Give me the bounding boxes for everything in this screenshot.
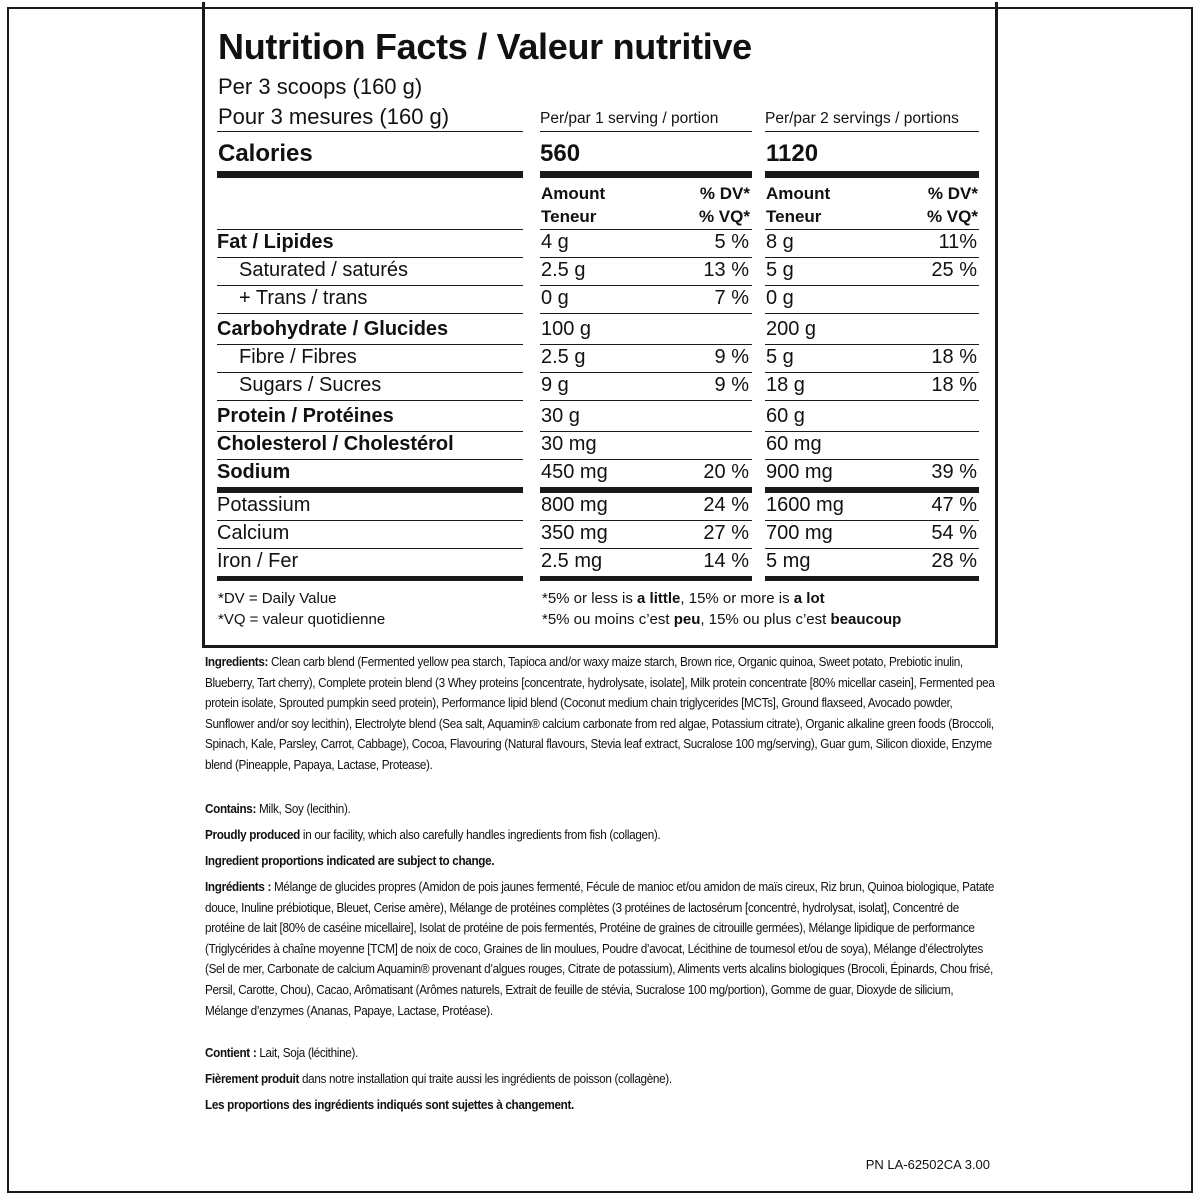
dv-1-serving: 20 % bbox=[703, 461, 749, 483]
dv-1-serving: 7 % bbox=[714, 287, 749, 309]
amount-1-serving: 450 mg bbox=[541, 461, 608, 483]
nutrient-label: Sugars / Sucres bbox=[239, 374, 382, 396]
rule bbox=[217, 520, 523, 521]
thick-rule bbox=[765, 487, 979, 493]
rule bbox=[217, 313, 523, 314]
dv-1-serving: 9 % bbox=[714, 346, 749, 368]
dv-2-servings: 25 % bbox=[931, 259, 977, 281]
calories-2-servings: 1120 bbox=[766, 140, 819, 167]
amount-1-serving: 800 mg bbox=[541, 494, 608, 516]
nutrient-label: Saturated / saturés bbox=[239, 259, 408, 281]
rule bbox=[540, 548, 752, 549]
amount-1-serving: 4 g bbox=[541, 231, 569, 253]
dv-2-servings: 18 % bbox=[931, 374, 977, 396]
rule bbox=[765, 400, 979, 401]
nutrient-label: + Trans / trans bbox=[239, 287, 368, 309]
serving-size-fr: Pour 3 mesures (160 g) bbox=[218, 104, 450, 129]
nutrient-label: Carbohydrate / Glucides bbox=[217, 318, 449, 340]
rule bbox=[540, 372, 752, 373]
rule bbox=[540, 520, 752, 521]
produced-fr: Fièrement produit dans notre installation qui traite aussi les ingrédients de poisson (collagène). bbox=[205, 1072, 672, 1086]
amount-1-serving: 0 g bbox=[541, 287, 569, 309]
dv-2-servings: 39 % bbox=[931, 461, 977, 483]
amount-2-servings: 18 g bbox=[766, 374, 805, 396]
produced-en: Proudly produced in our facility, which also carefully handles ingredients from fish (collagen). bbox=[205, 828, 661, 842]
amount-1-serving: 9 g bbox=[541, 374, 569, 396]
thick-rule bbox=[217, 487, 523, 493]
amount-2-servings: 5 g bbox=[766, 346, 794, 368]
nutrient-label: Sodium bbox=[217, 461, 291, 483]
amount-2-servings: 5 g bbox=[766, 259, 794, 281]
contains-en: Contains: Milk, Soy (lecithin). bbox=[205, 802, 351, 816]
proportions-fr: Les proportions des ingrédients indiqués sont sujettes à changement. bbox=[205, 1098, 574, 1112]
rule bbox=[217, 257, 523, 258]
dv-1-serving: 27 % bbox=[703, 522, 749, 544]
rule bbox=[540, 313, 752, 314]
thick-rule bbox=[765, 576, 979, 581]
thick-rule bbox=[540, 487, 752, 493]
proportions-en: Ingredient proportions indicated are subject to change. bbox=[205, 854, 495, 868]
amount-2-servings: 60 g bbox=[766, 405, 805, 427]
nutrient-label: Potassium bbox=[217, 494, 311, 516]
rule bbox=[217, 400, 523, 401]
rule bbox=[540, 459, 752, 460]
rule bbox=[540, 131, 752, 132]
footnote-fr: *5% ou moins c’est peu, 15% ou plus c’est beaucoup bbox=[542, 611, 902, 628]
thick-rule bbox=[540, 576, 752, 581]
amount-1-serving: 2.5 mg bbox=[541, 550, 603, 572]
ingredients-en: Ingredients: Clean carb blend (Fermented yellow pea starch, Tapioca and/or waxy maize starch, Brown rice, Organic quinoa, Sweet potato, Prebiotic inulin, Blueberry, Tart cherry), Complete protein blend (3 Whey proteins [concentrate, hydrolysate, isolate], Milk protein concentrate [80% micellar casein], Fermented pea protein isolate, Sprouted pumpkin seed protein), Performance lipid blend (Coconut medium chain triglycerides [MCTs], Ground flaxseed, Avocado powder, Sunflower and/or soy lecithin), Electrolyte blend (Sea salt, Aquamin® calcium carbonate from red algae, Potassium citrate), Organic alkaline green foods (Broccoli, Spinach, Kale, Parsley, Carrot, Cabbage), Cocoa, Flavouring (Natural flavours, Stevia leaf extract, Sucralose 100 mg/serving), Guar gum, Silicon dioxide, Enzyme blend (Pineapple, Papaya, Lactase, Protease). bbox=[205, 655, 995, 772]
amount-1-serving: 2.5 g bbox=[541, 259, 586, 281]
rule bbox=[540, 229, 752, 230]
rule bbox=[765, 520, 979, 521]
nutrient-label: Protein / Protéines bbox=[217, 405, 394, 427]
rule bbox=[217, 459, 523, 460]
rule bbox=[217, 344, 523, 345]
rule bbox=[540, 400, 752, 401]
thick-rule bbox=[217, 576, 523, 581]
amount-header-1: Amount Teneur bbox=[541, 184, 606, 226]
dv-2-servings: 18 % bbox=[931, 346, 977, 368]
rule bbox=[540, 257, 752, 258]
serving-size-en: Per 3 scoops (160 g) bbox=[218, 74, 423, 99]
rule bbox=[765, 344, 979, 345]
rule bbox=[765, 131, 979, 132]
amount-2-servings: 5 mg bbox=[766, 550, 811, 572]
amount-1-serving: 30 mg bbox=[541, 433, 597, 455]
rule bbox=[540, 431, 752, 432]
dv-2-servings: 28 % bbox=[931, 550, 977, 572]
rule bbox=[217, 431, 523, 432]
rule bbox=[217, 285, 523, 286]
calories-1-serving: 560 bbox=[540, 140, 581, 167]
dv-1-serving: 24 % bbox=[703, 494, 749, 516]
rule bbox=[765, 431, 979, 432]
footnote-en: *5% or less is a little, 15% or more is a lot bbox=[542, 590, 825, 607]
nutrient-label: Fibre / Fibres bbox=[239, 346, 357, 368]
nutrient-label: Calcium bbox=[217, 522, 290, 544]
thick-rule bbox=[765, 171, 979, 178]
rule bbox=[765, 372, 979, 373]
amount-2-servings: 60 mg bbox=[766, 433, 822, 455]
ingredients-fr: Ingrédients : Mélange de glucides propres (Amidon de pois jaunes fermenté, Fécule de manioc et/ou amidon de maïs cireux, Riz brun, Quinoa biologique, Patate douce, Inuline prébiotique, Bleuet, Cerise amère), Mélange de protéines complètes (3 protéines de lactosérum [concentré, hydrolysat, isolat], Concentré de protéine de lait [80% de caséine micellaire], Isolat de protéine de pois fermentés, Protéine de graines de citrouille germées), Mélange lipidique de performance (Triglycérides à chaîne moyenne [TCM] de noix de coco, Graines de lin moulues, Poudre d’avocat, Lécithine de tournesol et/ou de soya), Mélange d’électrolytes (Sel de mer, Carbonate de calcium Aquamin® provenant d’algues rouges, Citrate de potassium), Aliments verts alcalins biologiques (Brocoli, Épinards, Chou frisé, Persil, Carotte, Chou), Cacao, Arômatisant (Arômes naturels, Extrait de feuille de stévia, Sucralose 100 mg/portion), Gomme de guar, Dioxyde de silicium, Mélange d’enzymes (Ananas, Papaye, Lactase, Protéase). bbox=[205, 880, 995, 1018]
nutrition-title: Nutrition Facts / Valeur nutritive bbox=[218, 26, 752, 67]
dv-1-serving: 9 % bbox=[714, 374, 749, 396]
dv-2-servings: 11% bbox=[938, 231, 977, 253]
contains-fr: Contient : Lait, Soja (lécithine). bbox=[205, 1046, 358, 1060]
dv-1-serving: 13 % bbox=[703, 259, 749, 281]
column-header-1-serving: Per/par 1 serving / portion bbox=[540, 110, 719, 127]
amount-2-servings: 8 g bbox=[766, 231, 794, 253]
thick-rule bbox=[540, 171, 752, 178]
amount-1-serving: 100 g bbox=[541, 318, 592, 340]
amount-2-servings: 0 g bbox=[766, 287, 794, 309]
rule bbox=[540, 285, 752, 286]
dv-header-1: % DV* % VQ* bbox=[698, 184, 750, 226]
footnote-dv: *DV = Daily Value bbox=[218, 590, 337, 607]
nutrient-label: Fat / Lipides bbox=[217, 231, 334, 253]
amount-header-2: Amount Teneur bbox=[766, 184, 831, 226]
dv-1-serving: 14 % bbox=[703, 550, 749, 572]
rule bbox=[765, 548, 979, 549]
rule bbox=[217, 131, 523, 132]
rule bbox=[217, 229, 523, 230]
amount-2-servings: 900 mg bbox=[766, 461, 833, 483]
part-number: PN LA-62502CA 3.00 bbox=[865, 1157, 990, 1172]
nutrient-label: Iron / Fer bbox=[217, 550, 299, 572]
rule bbox=[765, 285, 979, 286]
amount-2-servings: 1600 mg bbox=[766, 494, 844, 516]
dv-2-servings: 54 % bbox=[931, 522, 977, 544]
footnote-vq: *VQ = valeur quotidienne bbox=[218, 611, 386, 628]
column-header-2-servings: Per/par 2 servings / portions bbox=[765, 110, 959, 127]
rule bbox=[217, 548, 523, 549]
rule bbox=[765, 257, 979, 258]
amount-2-servings: 700 mg bbox=[766, 522, 833, 544]
amount-1-serving: 2.5 g bbox=[541, 346, 586, 368]
amount-1-serving: 350 mg bbox=[541, 522, 608, 544]
dv-header-2: % DV* % VQ* bbox=[926, 184, 978, 226]
amount-1-serving: 30 g bbox=[541, 405, 580, 427]
thick-rule bbox=[217, 171, 523, 178]
rule bbox=[765, 313, 979, 314]
rule bbox=[765, 459, 979, 460]
rule bbox=[765, 229, 979, 230]
dv-2-servings: 47 % bbox=[931, 494, 977, 516]
nutrient-label: Cholesterol / Cholestérol bbox=[217, 433, 454, 455]
rule bbox=[217, 372, 523, 373]
dv-1-serving: 5 % bbox=[714, 231, 749, 253]
amount-2-servings: 200 g bbox=[766, 318, 817, 340]
calories-label: Calories bbox=[218, 140, 313, 167]
rule bbox=[540, 344, 752, 345]
